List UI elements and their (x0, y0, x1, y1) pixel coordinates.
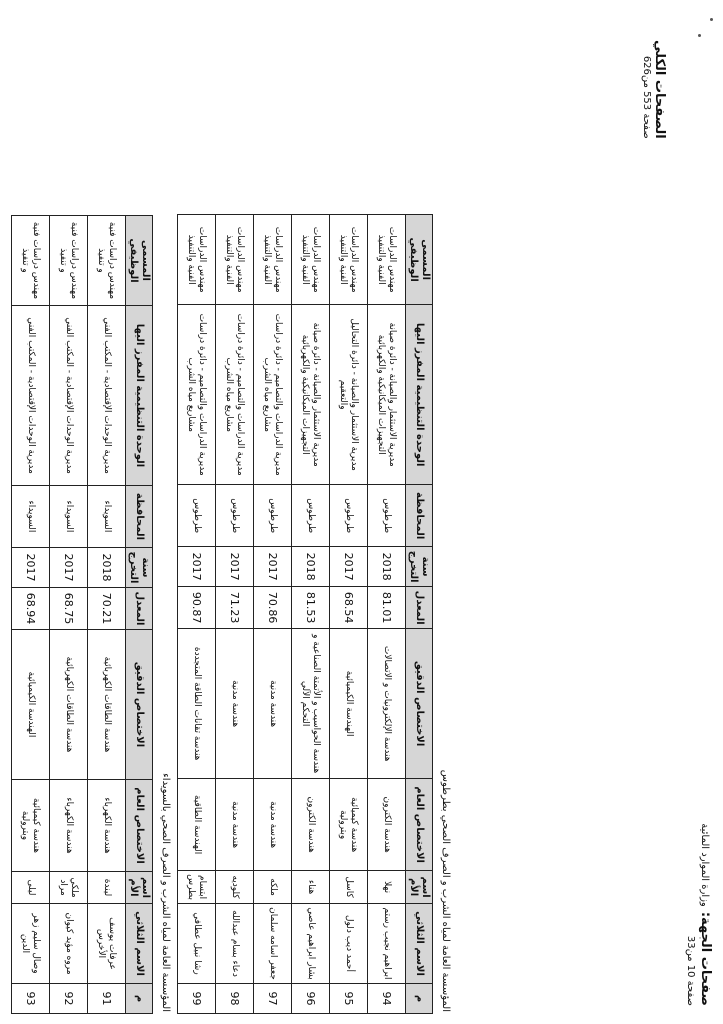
table-cell: مديرية الوحدات الإقتصادية - المكتب الفني (88, 306, 126, 486)
table-cell: 2018 (368, 547, 406, 587)
column-header: الوحدة التنظيمية المفرز اليها (126, 306, 153, 486)
table-cell: 68.75 (50, 588, 88, 630)
table-row (216, 215, 254, 1014)
table-cell: مهندس الدراسات الفنية والتنفيذ (178, 215, 216, 305)
table-cell: 2017 (12, 548, 50, 588)
table-cell: ابراهيم نجيب رستم (368, 904, 406, 984)
section1-table-wrap (11, 215, 153, 1014)
table-cell: مروه مؤيد كيوان (50, 904, 88, 984)
table-cell: رشا نبيل عطافي (178, 904, 216, 984)
table-cell: 91 (88, 984, 126, 1014)
table-cell: مهندس دراسات فنية و تنفيذ (50, 216, 88, 306)
column-header: الاختصاص العام (126, 780, 153, 872)
table-row (178, 215, 216, 1014)
table-cell: طرطوس (368, 485, 406, 547)
column-header: المحافظة (406, 485, 433, 547)
entity-pages-footer (685, 823, 717, 1006)
table-row (88, 216, 126, 1014)
table-cell: مهندس الدراسات الفنية والتنفيذ (330, 215, 368, 305)
section1-caption: المؤسسة العامة لمياه الشرب و الصرف الصحي بالسويداء (160, 773, 171, 1012)
table-cell: هندسة الكترون (368, 779, 406, 871)
table-cell: الهندسة الطاقية (178, 779, 216, 871)
table-cell: 68.94 (12, 588, 50, 630)
table-cell: مديرية الاستثمار والصيانة - دائرة التحاليل والتعقيم (330, 305, 368, 485)
table-cell: نهلا (368, 871, 406, 904)
table-cell: السويداء (50, 486, 88, 548)
table-cell: هندسة مدنية (254, 779, 292, 871)
table-cell: كاسل (330, 871, 368, 904)
table-cell: هندسة الكترون (292, 779, 330, 871)
table-cell: كلوديه (216, 871, 254, 904)
column-header: المسمى الوظيفي (126, 216, 153, 306)
table-cell: طرطوس (330, 485, 368, 547)
table-cell: 68.54 (330, 587, 368, 629)
total-page-number: صفحة 553 من626 (641, 55, 652, 139)
column-header: سنة التخرج (406, 547, 433, 587)
table-cell: 2018 (292, 547, 330, 587)
table-cell: هندسة مدنية (216, 779, 254, 871)
table-cell: هندسة مدنية (216, 629, 254, 779)
table-cell: 94 (368, 984, 406, 1014)
table-cell: السويداء (88, 486, 126, 548)
section2-caption: المؤسسة العامة لمياه الشرب و الصرف الصحي بطرطوس (440, 769, 451, 1012)
table-cell: عرفات يوسف الأخرس (88, 904, 126, 984)
table-cell: مديرية الدراسات والتصاميم - دائرة دراسات مشاريع مياه الشرب (216, 305, 254, 485)
column-header: سنة التخرج (126, 548, 153, 588)
table-cell: 70.86 (254, 587, 292, 629)
column-header: الاختصاص الدقيق (126, 630, 153, 780)
table-cell: أحمد ديب دلول (330, 904, 368, 984)
section2-table-wrap (177, 214, 433, 1014)
table-row (368, 215, 406, 1014)
table-cell: طرطوس (254, 485, 292, 547)
table-cell: هندسة كيميائية وبترولية (12, 780, 50, 872)
table-cell: 2017 (254, 547, 292, 587)
table-cell: 81.01 (368, 587, 406, 629)
table-cell: ليلى (12, 872, 50, 904)
table-cell: 92 (50, 984, 88, 1014)
table-row (254, 215, 292, 1014)
table-row (50, 216, 88, 1014)
column-header: المحافظة (126, 486, 153, 548)
table-cell: ابتسام بطرس (178, 871, 216, 904)
table-cell: 96 (292, 984, 330, 1014)
table-cell: 98 (216, 984, 254, 1014)
table-cell: مديرية الدراسات والتصاميم - دائرة دراسات مشاريع مياه الشرب (254, 305, 292, 485)
table-cell: مديرية الوحدات الإقتصادية - المكتب الفني (12, 306, 50, 486)
table-cell: الهندسة الكيميائية (330, 629, 368, 779)
entity-page-number: صفحة 10 من33 (685, 935, 696, 1006)
table-cell: 99 (178, 984, 216, 1014)
section1-header-row (126, 216, 153, 1014)
section2-header-row (406, 215, 433, 1014)
column-header: م (126, 984, 153, 1014)
table-row (12, 216, 50, 1014)
table-cell: ملكي مراد (50, 872, 88, 904)
table-cell: هندسة الإلكترونيات و الاتصالات (368, 629, 406, 779)
table-cell: الهندسة الكيميائية (12, 630, 50, 780)
table-cell: هندسة الطاقات الكهربائية (50, 630, 88, 780)
table-cell: مهندس الدراسات الفنية والتنفيذ (368, 215, 406, 305)
table-cell: 97 (254, 984, 292, 1014)
table-cell: بشار ابراهيم عاصي (292, 904, 330, 984)
table-cell: 70.21 (88, 588, 126, 630)
table-cell: 93 (12, 984, 50, 1014)
column-header: الاسم الثلاثي (126, 904, 153, 984)
table-cell: مهندس الدراسات الفنية والتنفيذ (254, 215, 292, 305)
table-cell: طرطوس (292, 485, 330, 547)
table-cell: طرطوس (216, 485, 254, 547)
table-cell: هندسة مدنية (254, 629, 292, 779)
table-cell: مديرية الوحدات الإقتصادية - المكتب الفني (50, 306, 88, 486)
table-cell: مهندس الدراسات الفنية والتنفيذ (216, 215, 254, 305)
table-cell: مهندس دراسات فنية و تنفيذ (12, 216, 50, 306)
total-pages-title: الصفحات الكلي (652, 40, 667, 139)
table-row (292, 215, 330, 1014)
table-cell: مهندس الدراسات الفنية والتنفيذ (292, 215, 330, 305)
section1-table (11, 215, 153, 1014)
table-cell: 2017 (216, 547, 254, 587)
table-cell: دعاء بسام عبدالله (216, 904, 254, 984)
column-header: م (406, 984, 433, 1014)
entity-pages-title: صفحات الجهة: (698, 911, 713, 1006)
table-cell: هندسة كيميائية وبترولية (330, 779, 368, 871)
column-header: اسم الأم (406, 871, 433, 904)
table-cell: مديرية الدراسات والتصاميم - دائرة دراسات مشاريع مياه الشرب (178, 305, 216, 485)
table-cell: هندسة الكهرباء (50, 780, 88, 872)
table-cell: هندسة الطاقات الكهربائية (88, 630, 126, 780)
table-cell: ملكه (254, 871, 292, 904)
table-cell: مديرية الاستثمار والصيانة - دائرة صيانة التجهيزات الميكانيكية والكهربائية (368, 305, 406, 485)
table-cell: هندسة الكهرباء (88, 780, 126, 872)
column-header: الوحدة التنظيمية المفرز اليها (406, 305, 433, 485)
table-cell: 2017 (178, 547, 216, 587)
table-cell: طرطوس (178, 485, 216, 547)
column-header: المعدل (126, 588, 153, 630)
column-header: المسمى الوظيفي (406, 215, 433, 305)
table-cell: ليندة (88, 872, 126, 904)
table-cell: مديرية الاستثمار والصيانة - دائرة صيانة التجهيزات الميكانيكية والكهربائية (292, 305, 330, 485)
table-cell: وصال سليم زهر الدين (12, 904, 50, 984)
table-cell: هندسة تقانات الطاقة المتجددة (178, 629, 216, 779)
table-row (330, 215, 368, 1014)
column-header: الاختصاص العام (406, 779, 433, 871)
table-cell: 95 (330, 984, 368, 1014)
table-cell: مهندس دراسات فنية و تنفيذ (88, 216, 126, 306)
total-pages-footer (641, 40, 667, 139)
table-cell: جعفر اسامه سلمان (254, 904, 292, 984)
table-cell: 2017 (330, 547, 368, 587)
table-cell: هناء (292, 871, 330, 904)
table-cell: هندسة الحواسيب و الأتمتة الصناعية و التحكم الآلي (292, 629, 330, 779)
column-header: اسم الأم (126, 872, 153, 904)
column-header: المعدل (406, 587, 433, 629)
section2-table (177, 214, 433, 1014)
table-cell: السويداء (12, 486, 50, 548)
table-cell: 2017 (50, 548, 88, 588)
column-header: الاختصاص الدقيق (406, 629, 433, 779)
table-cell: 81.53 (292, 587, 330, 629)
column-header: الاسم الثلاثي (406, 904, 433, 984)
table-cell: 2018 (88, 548, 126, 588)
table-cell: 71.23 (216, 587, 254, 629)
table-cell: 90.87 (178, 587, 216, 629)
ministry-name: وزارة الموارد المائية (699, 823, 710, 907)
